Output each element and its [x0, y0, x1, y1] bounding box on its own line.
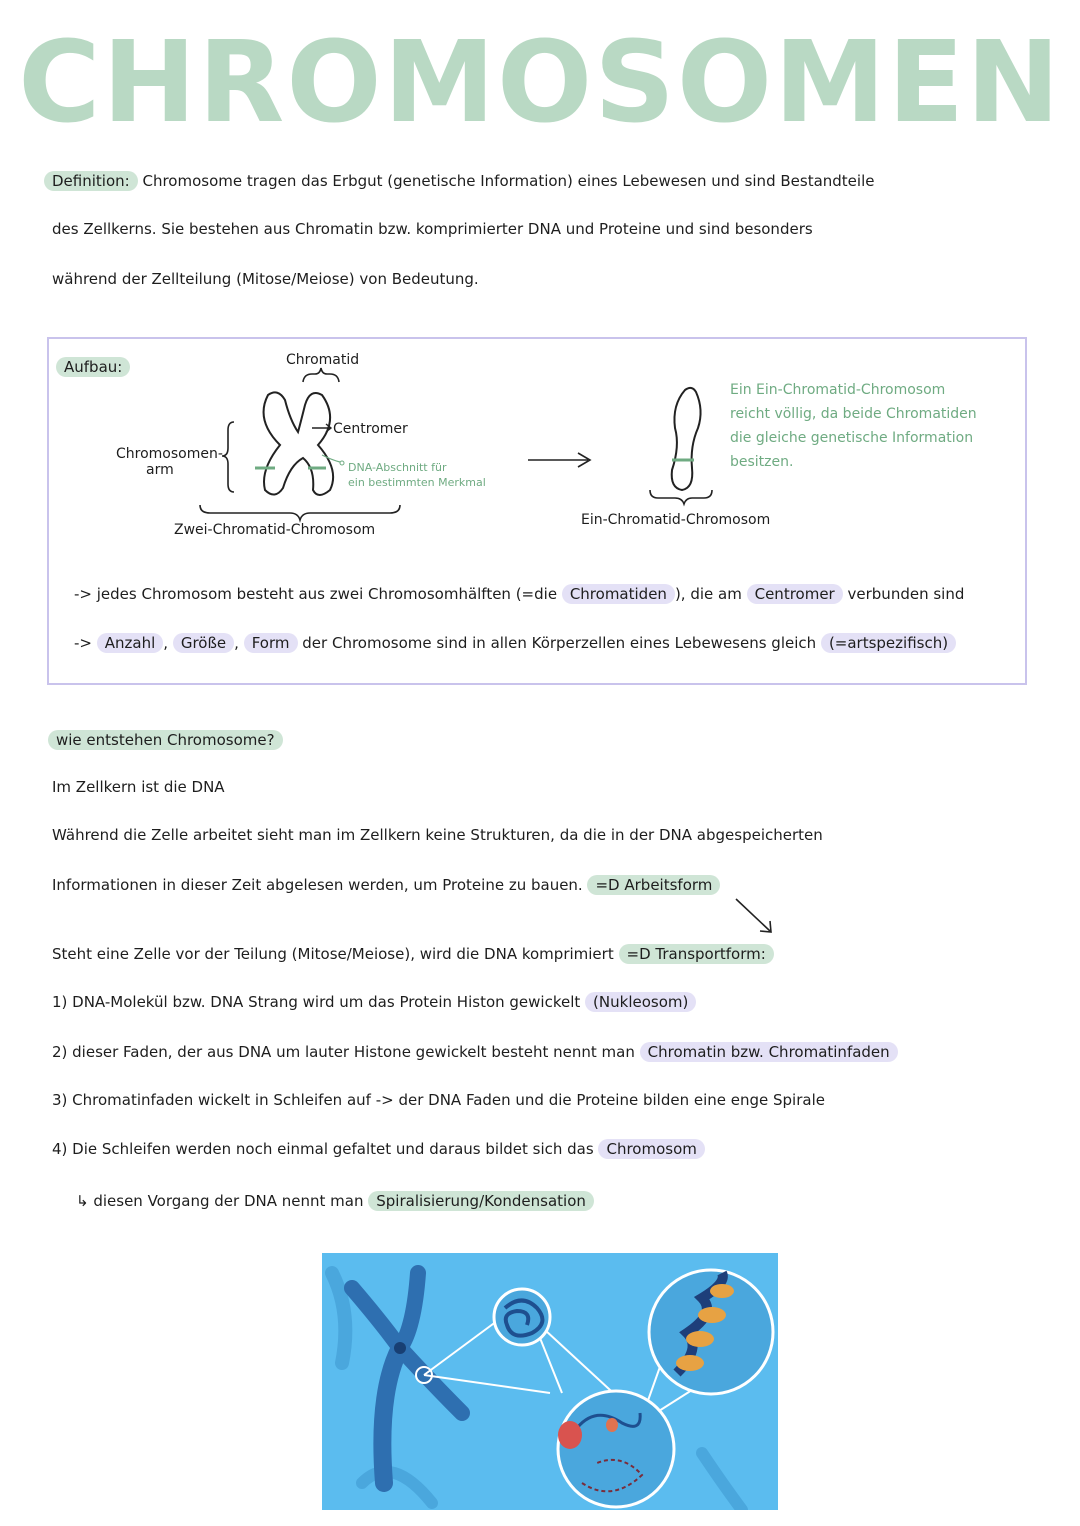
spiralisierung-highlight: Spiralisierung/Kondensation [368, 1191, 594, 1211]
chromosome-condensation-illustration [322, 1253, 778, 1510]
chromatid-brace [303, 368, 339, 382]
entstehen-line-4-text: Steht eine Zelle vor der Teilung (Mitose/Meiose), wird die DNA komprimiert [52, 945, 614, 963]
note-line-1: Ein Ein-Chromatid-Chromosom [730, 382, 946, 398]
chromatiden-highlight: Chromatiden [562, 584, 675, 604]
ein-chromatid-label: Ein-Chromatid-Chromosom [581, 512, 771, 528]
form-highlight: Form [244, 633, 298, 653]
aufbau-bullet-2: -> Anzahl , Größe , Form der Chromosome sind in allen Körperzellen eines Lebewesens gleich (=artspezifisch) [74, 634, 956, 652]
note-line-3: die gleiche genetische Information [730, 430, 974, 446]
zwei-chromatid-label: Zwei-Chromatid-Chromosom [174, 522, 376, 538]
step-2 [52, 1043, 898, 1061]
step-1 [52, 993, 696, 1011]
note-line-4: besitzen. [730, 454, 794, 470]
note-line-2: reicht völlig, da beide Chromatiden [730, 406, 977, 422]
page-title: CHROMOSOMEN [18, 18, 1062, 148]
nukleosom-highlight: (Nukleosom) [585, 992, 696, 1012]
bullet2-arrow: -> [74, 634, 92, 652]
entstehen-line-4 [52, 945, 774, 963]
definition-line-3: während der Zellteilung (Mitose/Meiose) von Bedeutung. [52, 270, 479, 288]
bullet2-text: der Chromosome sind in allen Körperzellen eines Lebewesens gleich [302, 634, 817, 652]
chromatid-label: Chromatid [286, 352, 360, 368]
entstehen-heading: wie entstehen Chromosome? [48, 730, 283, 750]
entstehen-line-3-text: Informationen in dieser Zeit abgelesen werden, um Proteine zu bauen. [52, 876, 583, 894]
entstehen-line-2: Während die Zelle arbeitet sieht man im Zellkern keine Strukturen, da die in der DNA abgespeicherten [52, 826, 823, 844]
arm-label-1: Chromosomen- [116, 446, 223, 462]
step-4 [52, 1140, 705, 1158]
definition-line-2: des Zellkerns. Sie bestehen aus Chromatin bzw. komprimierter DNA und Proteine und sind besonders [52, 220, 813, 238]
aufbau-bullet-1 [74, 585, 964, 603]
aufbau-note [730, 378, 977, 474]
arbeitsform-arrow [730, 895, 780, 940]
transportform-highlight: =D Transportform: [619, 944, 774, 964]
definition-text-1: Chromosome tragen das Erbgut (genetische Information) eines Lebewesen und sind Bestandteile [142, 172, 875, 190]
bullet1-post: verbunden sind [847, 585, 965, 603]
entstehen-line-1: Im Zellkern ist die DNA [52, 778, 225, 796]
two-chromatid-chromosome [264, 392, 334, 495]
bullet1-mid: ), die am [674, 585, 742, 603]
dna-abschnitt-label-2: ein bestimmten Merkmal [348, 476, 486, 489]
step-3: 3) Chromatinfaden wickelt in Schleifen auf -> der DNA Faden und die Proteine bilden eine enge Spirale [52, 1091, 825, 1109]
one-chromatid-chromosome [672, 388, 701, 490]
groesse-highlight: Größe [173, 633, 234, 653]
artspezifisch-highlight: (=artspezifisch) [821, 633, 956, 653]
arm-label-2: arm [146, 462, 174, 478]
arm-brace [222, 422, 234, 492]
step-1-text: 1) DNA-Molekül bzw. DNA Strang wird um das Protein Histon gewickelt [52, 993, 581, 1011]
entstehen-line-3 [52, 876, 720, 894]
step-4-text: 4) Die Schleifen werden noch einmal gefaltet und daraus bildet sich das [52, 1140, 594, 1158]
ein-brace [650, 490, 712, 504]
centromer-highlight: Centromer [747, 584, 843, 604]
anzahl-highlight: Anzahl [97, 633, 164, 653]
entstehen-heading-wrap [48, 731, 283, 749]
definition-line-1 [44, 172, 874, 190]
step-5 [76, 1192, 594, 1210]
definition-label: Definition: [44, 171, 138, 191]
bullet1-text: -> jedes Chromosom besteht aus zwei Chromosomhälften (=die [74, 585, 558, 603]
zwei-brace [200, 505, 400, 520]
chromatin-highlight: Chromatin bzw. Chromatinfaden [640, 1042, 898, 1062]
step-2-text: 2) dieser Faden, der aus DNA um lauter Histone gewickelt besteht nennt man [52, 1043, 635, 1061]
dna-abschnitt-arrow-tip [340, 461, 344, 465]
aufbau-label: Aufbau: [56, 357, 130, 377]
centromer-label: Centromer [333, 421, 408, 437]
arbeitsform-highlight: =D Arbeitsform [587, 875, 720, 895]
dna-abschnitt-label-1: DNA-Abschnitt für [348, 461, 447, 474]
chromosom-highlight: Chromosom [598, 1139, 704, 1159]
step-5-text: ↳ diesen Vorgang der DNA nennt man [76, 1192, 364, 1210]
